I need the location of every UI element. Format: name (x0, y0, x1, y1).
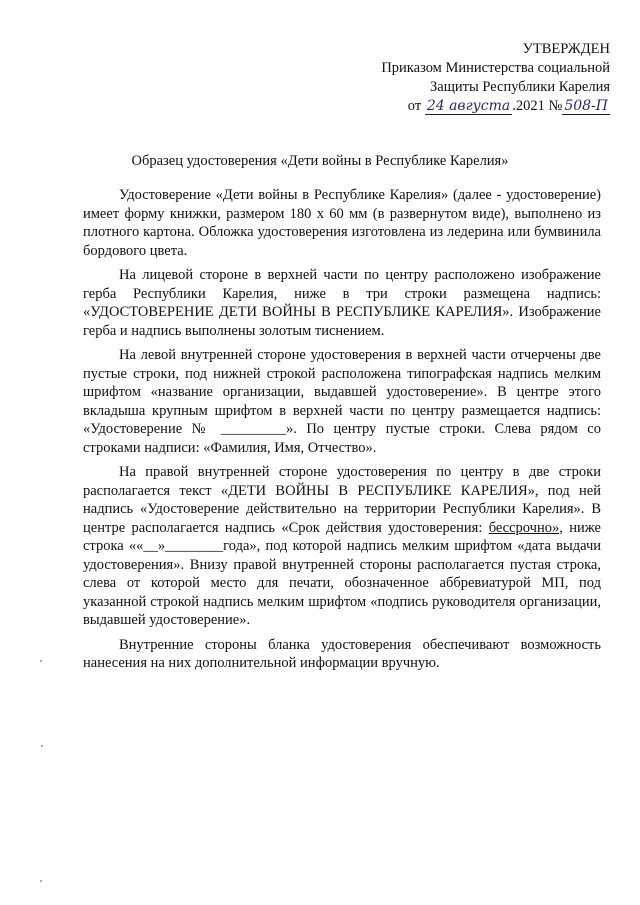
approval-heading: УТВЕРЖДЕН (522, 41, 610, 57)
paragraph-4 (83, 463, 601, 630)
scan-speck (40, 660, 42, 662)
order-number-handwritten: 508-П (564, 98, 608, 114)
paragraph-2: На лицевой стороне в верхней части по центру расположено изображение герба Республики Карелия, ниже в три строки размещена надпись: «УДОСТОВЕРЕНИЕ ДЕТИ ВОЙНЫ В РЕСПУБЛИКЕ КАРЕЛИЯ». Изображение герба и надпись выполнены золотым тиснением. (83, 267, 601, 339)
approval-order-line (381, 97, 610, 116)
approval-line-1: Приказом Министерства социальной (381, 60, 610, 76)
scan-speck (41, 745, 43, 747)
order-prefix: от (407, 98, 422, 114)
document-title: Образец удостоверения «Дети войны в Республике Карелия» (131, 153, 509, 169)
paragraph-1: Удостоверение «Дети войны в Республике Карелия» (далее - удостоверение) имеет форму книжки, размером 180 х 60 мм (в развернутом виде), выполнено из плотного картона. Обложка удостоверения изготовлена из ледерина или бумвинила бордового цвета. (83, 187, 601, 259)
paragraph-4-part-1: На правой внутренней стороне удостоверения по центру в две строки располагается текст «ДЕТИ ВОЙНЫ В РЕСПУБЛИКЕ КАРЕЛИЯ», под ней надпись «Удостоверение действительно на территории Республики Карелия». В центре располагается надпись «Срок действия удостоверения: (83, 464, 601, 536)
document-body (83, 186, 601, 679)
approval-line-2: Защиты Республики Карелия (430, 79, 610, 95)
order-date-handwritten: 24 августа (426, 98, 511, 114)
order-year: .2021 № (512, 98, 563, 114)
paragraph-4-part-2: ниже строка ««__»________года», под которой надпись мелким шрифтом «дата выдачи удостоверения». Внизу правой внутренней стороны располагается пустая строка, слева от которой место для печати, обозначенное аббревиатурой МП, под указанной строкой надпись мелким шрифтом «подпись руководителя организации, выдавшей удостоверение». (83, 519, 601, 628)
approval-block (381, 40, 610, 116)
scan-speck (40, 880, 42, 882)
paragraph-4-underlined: бессрочно», (488, 519, 563, 536)
paragraph-5: Внутренние стороны бланка удостоверения обеспечивают возможность нанесения на них дополнительной информации вручную. (83, 636, 601, 671)
paragraph-3: На левой внутренней стороне удостоверения в верхней части отчерчены две пустые строки, под нижней строкой расположена типографская надпись мелким шрифтом «название организации, выдавшей удостоверение». В центре этого вкладыша крупным шрифтом в верхней части по центру размещается надпись: «Удостоверение № _________». По центру пустые строки. Слева рядом со строками надписи: «Фамилия, Имя, Отчество». (83, 347, 601, 456)
